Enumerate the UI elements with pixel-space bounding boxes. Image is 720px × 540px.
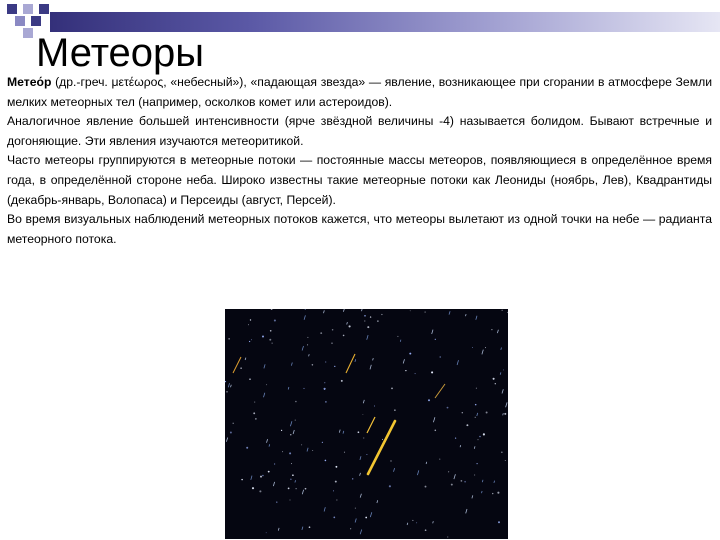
star: [289, 452, 291, 454]
star: [405, 370, 406, 371]
star: [274, 463, 275, 464]
star: [466, 424, 468, 426]
star: [365, 517, 367, 519]
paragraph-bolide: Аналогичное явление большей интенсивности (ярче звёздной величины -4) называется болидом. Бывают встречные и догоняющие. Эти явления изучаются метеоритикой.: [7, 114, 712, 148]
star: [363, 414, 364, 415]
star: [382, 439, 383, 440]
decorative-square: [39, 4, 49, 14]
paragraph-definition: [7, 73, 712, 112]
night-sky-image: [225, 309, 508, 539]
meteor-shower-photo: [225, 309, 508, 539]
star: [312, 450, 313, 451]
star: [447, 407, 449, 409]
star: [472, 347, 473, 348]
star: [478, 439, 479, 440]
decorative-square: [15, 16, 25, 26]
star: [336, 499, 337, 500]
star: [312, 364, 314, 366]
star: [491, 329, 492, 330]
star: [502, 310, 503, 311]
star: [295, 401, 297, 403]
star: [276, 502, 277, 503]
star: [290, 479, 291, 480]
star: [435, 339, 436, 340]
star: [305, 488, 307, 490]
star: [350, 528, 351, 529]
star: [303, 388, 304, 389]
star: [504, 413, 506, 415]
star: [505, 460, 506, 461]
star: [428, 399, 430, 401]
star: [355, 508, 356, 509]
star: [290, 434, 291, 435]
decorative-square: [31, 16, 41, 26]
star: [309, 526, 311, 528]
star: [451, 484, 453, 486]
star: [324, 382, 325, 383]
star: [358, 431, 360, 433]
star: [266, 384, 267, 385]
star: [374, 406, 375, 407]
star: [447, 537, 448, 538]
star: [425, 486, 427, 488]
star: [232, 423, 233, 424]
star: [230, 432, 232, 434]
star: [495, 383, 496, 384]
star: [377, 320, 378, 321]
star: [498, 521, 500, 523]
decorative-square: [7, 4, 17, 14]
star: [282, 451, 283, 452]
decorative-square: [23, 4, 33, 14]
definition-text: (др.-греч. μετέωρος, «небесный»), «падающая звезда» — явление, возникающее при сгорании в атмосфере Земли мелких метеорных тел (например, осколков комет или астероидов).: [7, 75, 712, 109]
star: [250, 319, 251, 320]
star: [324, 388, 326, 390]
star: [325, 401, 327, 403]
star: [251, 339, 252, 340]
star: [292, 474, 294, 476]
star: [476, 388, 477, 389]
star: [462, 412, 463, 413]
star: [475, 404, 477, 406]
star: [364, 320, 365, 321]
star: [412, 520, 413, 521]
star: [349, 325, 351, 327]
star: [394, 409, 395, 410]
star: [249, 379, 250, 380]
star: [332, 329, 334, 331]
star: [325, 361, 326, 362]
star: [272, 343, 273, 344]
star: [370, 316, 371, 317]
star: [335, 466, 337, 468]
star: [289, 499, 290, 500]
star: [228, 338, 229, 339]
star: [493, 378, 495, 380]
star: [254, 402, 255, 403]
star: [255, 418, 256, 419]
star: [248, 324, 249, 325]
star: [344, 452, 345, 453]
star: [262, 475, 264, 477]
star: [476, 463, 477, 464]
star: [295, 420, 296, 421]
page-title: Метеоры: [36, 31, 205, 75]
star: [241, 479, 242, 480]
star: [334, 366, 335, 367]
star: [266, 532, 267, 533]
star: [291, 463, 292, 464]
star: [435, 430, 437, 432]
star: [397, 336, 398, 337]
star: [307, 337, 308, 338]
star: [431, 371, 433, 373]
star: [270, 330, 272, 332]
star: [497, 492, 499, 494]
star: [483, 433, 485, 435]
star: [448, 471, 449, 472]
text-body: [7, 73, 712, 249]
star: [461, 480, 463, 482]
star: [425, 312, 426, 313]
star: [260, 476, 262, 478]
star: [331, 343, 332, 344]
star: [503, 369, 504, 370]
star: [333, 490, 334, 491]
star: [410, 310, 411, 311]
paragraph-meteor-showers: Часто метеоры группируются в метеорные потоки — постоянные массы метеоров, появляющиеся в определённое время года, в определённой стороне неба. Широко известны такие метеорные потоки как Леониды (ноябрь, Лев), Квадрантиды (декабрь-январь, Волопаса) и Персеиды (август, Персей).: [7, 153, 712, 207]
star: [474, 475, 475, 476]
star: [322, 442, 323, 443]
top-decorative-bar: [50, 12, 720, 32]
star: [325, 460, 327, 462]
star: [475, 417, 476, 418]
star: [367, 326, 369, 328]
star: [301, 445, 302, 446]
star: [253, 412, 255, 414]
star: [262, 336, 264, 338]
star: [389, 485, 391, 487]
star: [485, 347, 486, 348]
star: [281, 430, 282, 431]
star: [269, 339, 271, 341]
star: [249, 341, 250, 342]
star: [366, 454, 367, 455]
star: [486, 412, 488, 414]
star: [268, 471, 270, 473]
star: [274, 319, 276, 321]
star: [455, 437, 456, 438]
star: [391, 388, 393, 390]
star: [296, 488, 297, 489]
star: [307, 344, 308, 345]
star: [507, 312, 508, 313]
star: [259, 490, 261, 492]
star: [335, 481, 337, 483]
star: [416, 522, 417, 523]
star: [226, 391, 228, 393]
star: [352, 478, 353, 479]
star: [363, 438, 364, 439]
paragraph-radiant: Во время визуальных наблюдений метеорных потоков кажется, что метеоры вылетают из одной точки на небе — радианта метеорного потока.: [7, 212, 712, 246]
star: [440, 356, 441, 357]
star: [341, 380, 343, 382]
star: [439, 459, 440, 460]
star: [464, 481, 466, 483]
star: [320, 332, 322, 334]
star: [343, 335, 345, 337]
term-meteor: Метео́р: [7, 75, 52, 89]
star: [381, 314, 382, 315]
star: [501, 452, 502, 453]
star: [479, 436, 481, 438]
star: [288, 488, 290, 490]
star: [409, 353, 411, 355]
star: [425, 529, 427, 531]
star: [333, 517, 335, 519]
star: [246, 447, 248, 449]
star: [415, 373, 416, 374]
star: [492, 493, 493, 494]
star: [240, 367, 242, 369]
star: [390, 460, 391, 461]
decorative-square: [23, 28, 33, 38]
star: [364, 315, 366, 317]
star: [252, 487, 254, 489]
